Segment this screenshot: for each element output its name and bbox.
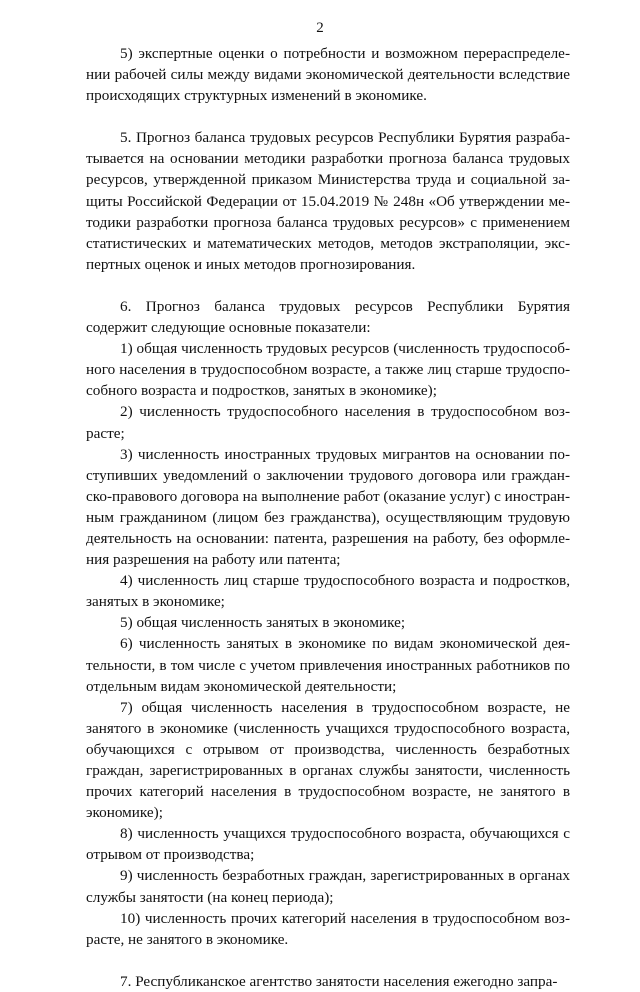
paragraph: 7. Республиканское агентство занятости населения ежегодно запра- (120, 972, 558, 990)
list-item: 5) общая численность занятых в экономике; (120, 614, 406, 632)
paragraph: 5. Прогноз баланса трудовых ресурсов Республики Бурятия разрабатывается на основании методики разработки прогноза баланса трудовых ресурсов, утвержденной приказом Министерства труда и социальной защиты Российской Федерации от 15.04.2019 № 248н «Об утверждении методики разработки прогноза баланса трудовых ресурсов» с применением статистических и математических методов, методов экстраполяции, экспертных оценок и иных методов прогнозирования. (86, 129, 570, 273)
page-number: 2 (316, 20, 324, 36)
list-item: 10) численность прочих категорий населения в трудоспособном возрасте, не занятого в экономике. (86, 909, 570, 948)
list-item: 2) численность трудоспособного населения в трудоспособном возрасте; (86, 403, 570, 442)
paragraph: 5) экспертные оценки о потребности и возможном перераспределении рабочей силы между видами экономической деятельности вследствие происходящих структурных изменений в экономике. (86, 45, 570, 105)
list-item: 4) численность лиц старше трудоспособного возраста и подростков, занятых в экономике; (86, 572, 570, 611)
document-body (86, 43, 570, 992)
list-item: 7) общая численность населения в трудоспособном возрасте, не занятого в экономике (численность учащихся трудоспособного возраста, обучающихся с отрывом от производства, численность безработных граждан, зарегистрированных в органах службы занятости, численность прочих категорий населения в трудоспособном возрасте, не занятого в экономике); (86, 698, 570, 822)
list-item: 3) численность иностранных трудовых мигрантов на основании поступивших уведомлений о заключении трудового договора или гражданско-правового договора на выполнение работ (оказание услуг) с иностранным гражданином (лицом без гражданства), осуществляющим трудовую деятельность на основании: патента, разрешения на работу, без оформления разрешения на работу или патента; (86, 445, 570, 569)
list-item: 9) численность безработных граждан, зарегистрированных в органах службы занятости (на конец периода); (86, 867, 570, 906)
list-item: 8) численность учащихся трудоспособного возраста, обучающихся с отрывом от производства; (86, 825, 570, 864)
paragraph: 6. Прогноз баланса трудовых ресурсов Республики Бурятия содержит следующие основные показатели: (86, 297, 570, 337)
list-item: 6) численность занятых в экономике по видам экономической деятельности, в том числе с учетом привлечения иностранных работников по отдельным видам экономической деятельности; (86, 635, 570, 695)
list-item: 1) общая численность трудовых ресурсов (численность трудоспособного населения в трудоспособном возрасте, а также лиц старше трудоспособного возраста и подростков, занятых в экономике); (86, 340, 570, 400)
